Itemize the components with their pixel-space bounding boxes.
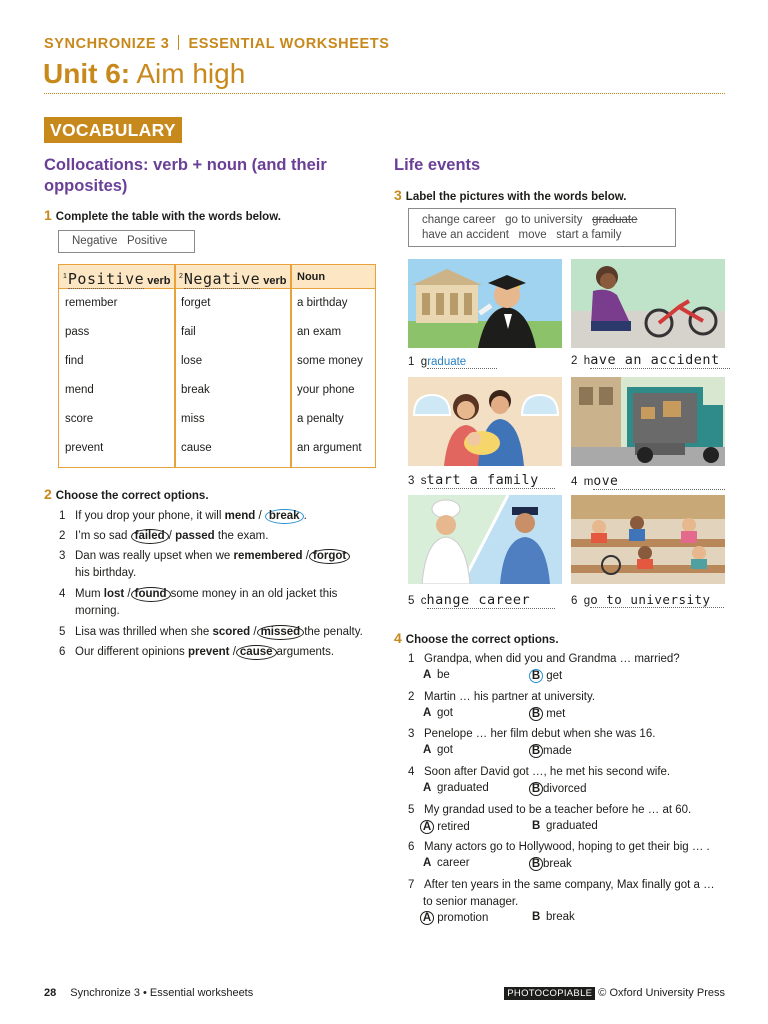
page-number: 28 — [44, 987, 57, 999]
option-b-selected[interactable]: B made — [529, 744, 572, 758]
caption-prefix: g — [420, 356, 428, 368]
table-row — [59, 348, 375, 377]
option-a[interactable]: prevent — [187, 646, 230, 658]
caption-prefix: c — [420, 595, 427, 607]
option-b-circled[interactable]: missed — [257, 625, 305, 640]
header-suffix: verb — [263, 275, 287, 287]
question-number: 5 — [408, 804, 415, 816]
option-b-selected[interactable]: B met — [529, 707, 565, 721]
picture-caption-1 — [408, 356, 497, 369]
exercise-1-word-box — [58, 230, 195, 253]
collocation-table — [58, 264, 376, 468]
caption-prefix: g — [583, 595, 591, 607]
caption-answer[interactable]: tart a family — [427, 472, 555, 489]
option-b-text: divorced — [543, 783, 587, 795]
word-box-item: Negative — [72, 235, 118, 247]
table-cell: cause — [181, 442, 212, 454]
unit-title: Aim high — [136, 58, 246, 89]
option-b[interactable]: passed — [175, 530, 215, 542]
item-number: 6 — [59, 646, 66, 658]
option-a[interactable]: lost — [103, 588, 125, 600]
option-b-text: break — [543, 858, 572, 870]
caption-number: 6 — [571, 595, 578, 607]
picture-caption-6 — [571, 592, 724, 608]
table-cell: mend — [65, 384, 94, 396]
option-slash: / — [168, 530, 172, 542]
list-item — [59, 586, 379, 624]
question-item — [408, 689, 595, 706]
caption-number: 4 — [571, 476, 578, 488]
header-divider — [178, 35, 179, 50]
list-item — [59, 624, 379, 644]
item-number: 3 — [59, 550, 66, 562]
option-a[interactable]: scored — [212, 626, 251, 638]
table-cell: forget — [181, 297, 211, 309]
item-text: Mum — [75, 588, 101, 600]
list-item — [59, 548, 379, 586]
option-slash: / — [253, 626, 257, 638]
caption-answer[interactable]: ove — [593, 474, 725, 490]
word-box-item: go to university — [505, 214, 583, 226]
caption-answer[interactable]: raduate — [427, 356, 497, 369]
item-text: Dan was really upset when we — [75, 550, 231, 562]
item-text: If you drop your phone, it will — [75, 510, 222, 522]
exercise-2-list — [59, 508, 379, 664]
option-a-text: career — [437, 857, 470, 869]
caption-prefix: h — [583, 355, 591, 367]
bike-accident-picture — [571, 259, 725, 348]
option-b-circled[interactable]: found — [131, 587, 171, 602]
item-number: 4 — [59, 588, 66, 600]
item-text-continued: morning. — [75, 605, 120, 617]
item-text-end: the penalty. — [304, 626, 363, 638]
question-number: 3 — [408, 728, 415, 740]
caption-answer[interactable]: ave an accident — [590, 352, 730, 369]
series-name: SYNCHRONIZE 3 — [44, 36, 170, 52]
question-text: Martin … his partner at university. — [424, 691, 596, 703]
table-row — [59, 290, 375, 319]
word-box-item-crossed: graduate — [592, 214, 638, 226]
exercise-3-number: 3 — [394, 187, 402, 203]
title-divider — [44, 93, 725, 94]
list-item — [59, 528, 379, 548]
table-cell: score — [65, 413, 94, 425]
question-item — [408, 651, 680, 668]
option-b-selected[interactable]: B break — [529, 857, 572, 871]
header-number: 1 — [63, 273, 67, 280]
exercise-2-text: Choose the correct options. — [55, 490, 209, 502]
table-cell: break — [181, 384, 210, 396]
page-footer — [44, 987, 253, 999]
table-cell: a birthday — [297, 297, 348, 309]
question-text: My grandad used to be a teacher before he … at 60. — [424, 804, 692, 816]
option-a[interactable]: A be — [423, 669, 450, 681]
collocations-title: Collocations: verb + noun (and their opposites) — [44, 156, 327, 195]
unit-label: Unit 6: — [43, 58, 131, 89]
handwritten-answer: Positive — [67, 270, 145, 288]
table-cell: an exam — [297, 326, 342, 338]
option-a-selected[interactable]: A retired — [420, 820, 470, 834]
caption-number: 2 — [571, 355, 578, 367]
question-item — [408, 839, 710, 856]
table-cell: fail — [181, 326, 196, 338]
option-a-text: got — [437, 707, 453, 719]
table-cell: a penalty — [297, 413, 344, 425]
item-text: Our different opinions — [75, 646, 185, 658]
header-number: 2 — [179, 273, 183, 280]
handwritten-answer: Negative — [183, 270, 261, 288]
caption-prefix: s — [420, 475, 427, 487]
career-change-picture — [408, 495, 562, 584]
table-cell: miss — [181, 413, 205, 425]
table-header-negative — [179, 265, 286, 289]
university-picture — [571, 495, 725, 584]
question-text: Grandpa, when did you and Grandma … married? — [424, 653, 680, 665]
option-a-text: got — [437, 744, 453, 756]
table-cell: an argument — [297, 442, 362, 454]
item-number: 5 — [59, 626, 66, 638]
caption-number: 3 — [408, 475, 415, 487]
exercise-2-instruction — [44, 486, 209, 502]
exercise-2-number: 2 — [44, 486, 52, 502]
item-text: Lisa was thrilled when she — [75, 626, 210, 638]
question-text: Many actors go to Hollywood, hoping to get their big … . — [424, 841, 710, 853]
life-events-title: Life events — [394, 156, 481, 174]
family-picture — [408, 377, 562, 466]
option-a[interactable]: A got — [423, 707, 453, 719]
question-number: 1 — [408, 653, 415, 665]
exercise-1-number: 1 — [44, 207, 52, 223]
option-a[interactable]: A graduated — [423, 782, 489, 794]
option-slash: / — [305, 550, 309, 562]
question-number: 7 — [408, 879, 415, 891]
question-number: 6 — [408, 841, 415, 853]
item-text-end: arguments. — [276, 646, 335, 658]
option-a-text: retired — [437, 821, 470, 833]
option-a[interactable]: mend — [224, 510, 256, 522]
option-b-text: met — [546, 708, 566, 720]
option-a-text: promotion — [437, 912, 489, 924]
table-header-positive — [63, 265, 170, 289]
question-item — [408, 764, 670, 781]
option-b-text: break — [546, 911, 575, 923]
photocopiable-badge: PHOTOCOPIABLE — [504, 987, 595, 1000]
option-slash: / — [258, 510, 262, 522]
option-a-text: be — [437, 669, 450, 681]
series-header — [44, 35, 390, 52]
caption-prefix: m — [583, 476, 594, 488]
option-a-text: graduated — [437, 782, 489, 794]
item-text: I’m so sad — [75, 530, 128, 542]
option-b-circled[interactable]: cause — [236, 645, 277, 660]
word-box-item: move — [518, 229, 547, 241]
publisher-credit: © Oxford University Press — [598, 987, 725, 999]
caption-answer[interactable]: hange career — [427, 592, 555, 609]
caption-answer[interactable]: o to university — [590, 592, 724, 608]
option-a-selected[interactable]: A promotion — [420, 911, 488, 925]
item-number: 2 — [59, 530, 66, 542]
table-row — [59, 435, 375, 464]
moving-truck-picture — [571, 377, 725, 466]
option-b-selected[interactable]: B divorced — [529, 782, 586, 796]
item-text-end: his birthday. — [75, 567, 137, 579]
question-number: 2 — [408, 691, 415, 703]
word-box-item: change career — [422, 214, 496, 226]
exercise-4-number: 4 — [394, 630, 402, 646]
option-a[interactable]: A got — [423, 744, 453, 756]
picture-caption-3 — [408, 472, 555, 489]
exercise-3-word-box — [408, 208, 676, 247]
list-item — [59, 644, 379, 664]
option-b-text: graduated — [546, 820, 598, 832]
table-cell: lose — [181, 355, 203, 367]
option-b[interactable]: B break — [532, 911, 575, 923]
exercise-3-instruction — [394, 187, 626, 203]
question-number: 4 — [408, 766, 415, 778]
picture-caption-5 — [408, 592, 555, 609]
picture-caption-4 — [571, 474, 725, 490]
header-suffix: verb — [147, 275, 171, 287]
table-row — [59, 319, 375, 348]
question-item — [408, 726, 655, 743]
question-item — [408, 802, 691, 819]
word-box-item: start a family — [556, 229, 622, 241]
table-row — [59, 406, 375, 435]
table-cell: find — [65, 355, 84, 367]
table-cell: your phone — [297, 384, 355, 396]
vocabulary-badge: VOCABULARY — [44, 117, 182, 143]
table-row — [59, 377, 375, 406]
table-cell: prevent — [65, 442, 104, 454]
item-text-end: the exam. — [217, 530, 269, 542]
option-b-text: get — [546, 670, 563, 682]
option-slash: / — [232, 646, 236, 658]
question-text: After ten years in the same company, Max finally got a … — [424, 879, 715, 891]
option-a[interactable]: remembered — [233, 550, 303, 562]
word-box-item: Positive — [126, 235, 168, 247]
question-text-continued: to senior manager. — [423, 896, 519, 908]
exercise-3-text: Label the pictures with the words below. — [405, 191, 627, 203]
item-number: 1 — [59, 510, 66, 522]
copyright-footer — [504, 987, 725, 999]
caption-number: 1 — [408, 356, 415, 368]
exercise-1-text: Complete the table with the words below. — [55, 211, 281, 223]
header-label: Noun — [297, 271, 326, 283]
page-title — [43, 58, 245, 90]
exercise-4-instruction — [394, 630, 559, 646]
question-text: Soon after David got …, he met his second wife. — [424, 766, 671, 778]
question-item — [408, 877, 715, 911]
question-text: Penelope … her film debut when she was 16. — [424, 728, 656, 740]
book-title: Synchronize 3 • Essential worksheets — [70, 987, 254, 999]
list-item — [59, 508, 379, 528]
caption-number: 5 — [408, 595, 415, 607]
item-text-end: some money in an old jacket this — [170, 588, 338, 600]
option-b-circled[interactable]: forgot — [309, 549, 350, 564]
table-cell: remember — [65, 297, 118, 309]
table-header-noun — [297, 265, 325, 289]
option-b[interactable]: B graduated — [532, 820, 598, 832]
option-b-text: made — [543, 745, 572, 757]
option-b-circled[interactable]: break — [265, 509, 304, 524]
picture-caption-2 — [571, 352, 730, 369]
option-a-circled[interactable]: failed — [131, 529, 169, 544]
word-box-item: have an accident — [422, 229, 509, 241]
option-slash: / — [127, 588, 131, 600]
exercise-4-text: Choose the correct options. — [405, 634, 559, 646]
table-cell: pass — [65, 326, 90, 338]
section-name: ESSENTIAL WORKSHEETS — [188, 36, 390, 52]
graduation-picture — [408, 259, 562, 348]
option-b-selected[interactable]: B get — [529, 669, 562, 683]
item-text-end: . — [303, 510, 307, 522]
table-cell: some money — [297, 355, 363, 367]
exercise-1-instruction — [44, 207, 281, 223]
option-a[interactable]: A career — [423, 857, 470, 869]
